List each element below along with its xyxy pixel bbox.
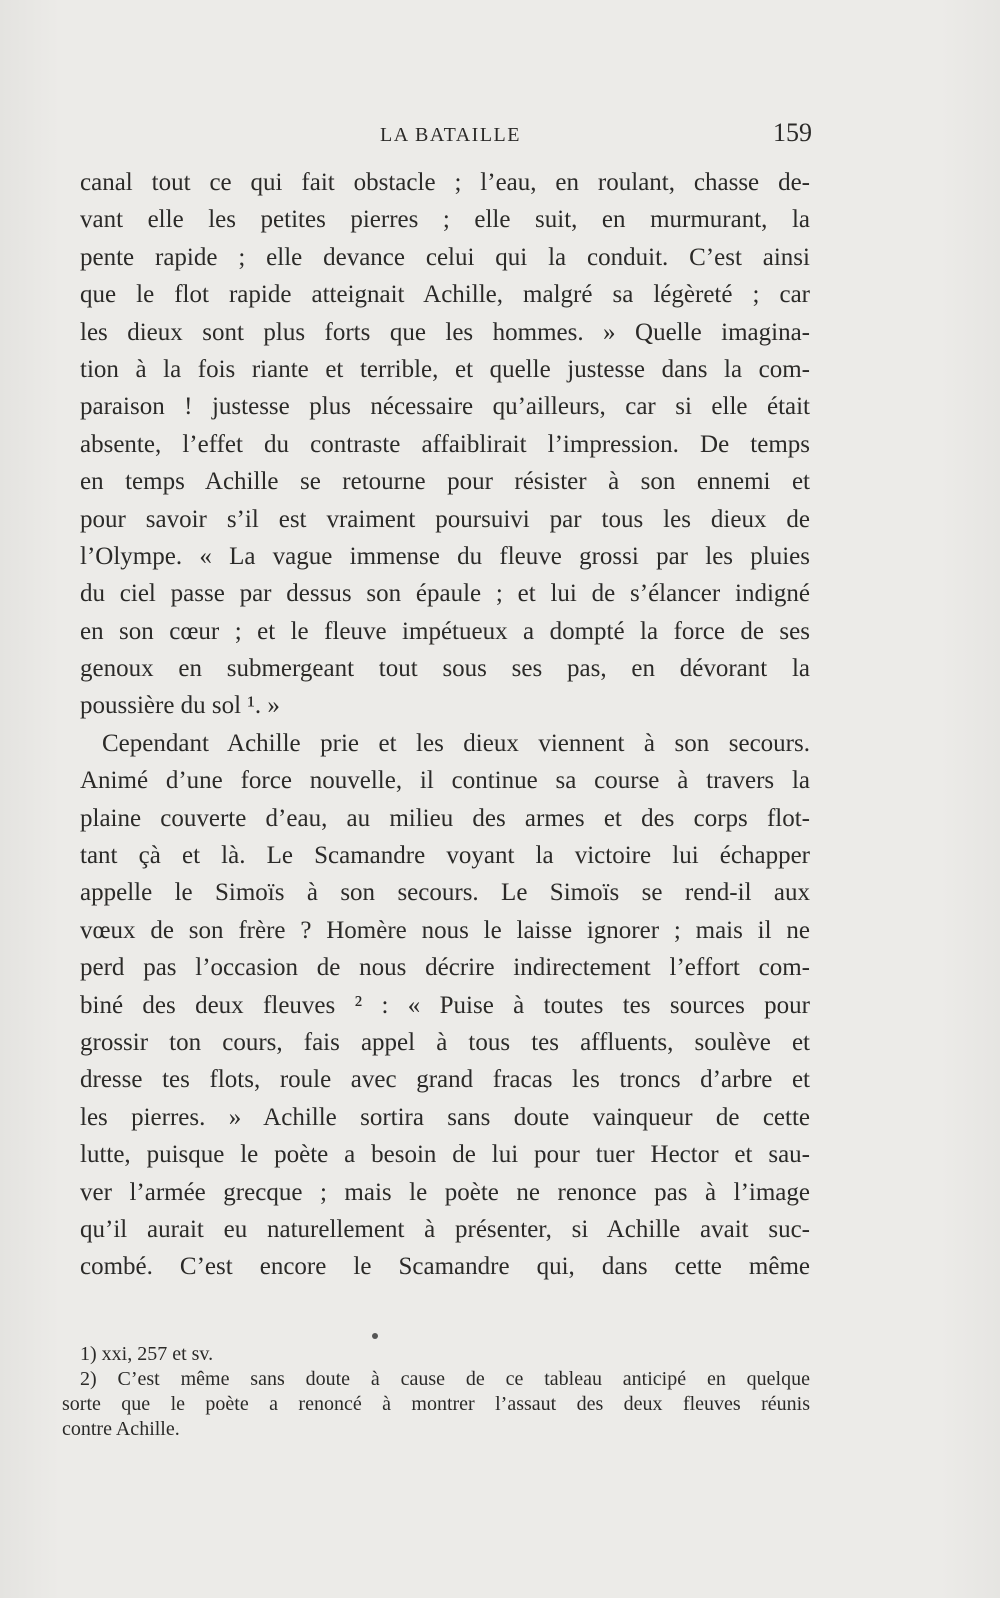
text-line: vœux de son frère ? Homère nous le laisse ignorer ; mais il ne: [80, 916, 810, 944]
paragraph-start-line: Cependant Achille prie et les dieux viennent à son secours.: [102, 729, 810, 757]
footnote-line: 2) C’est même sans doute à cause de ce tableau anticipé en quelque: [80, 1368, 810, 1390]
text-line: du ciel passe par dessus son épaule ; et lui de s’élancer indigné: [80, 580, 810, 608]
text-line: lutte, puisque le poète a besoin de lui pour tuer Hector et sau-: [80, 1141, 810, 1169]
page-number: 159: [773, 118, 812, 147]
text-line: grossir ton cours, fais appel à tous tes affluents, soulève et: [80, 1028, 810, 1056]
text-line: combé. C’est encore le Scamandre qui, dans cette même: [80, 1253, 810, 1281]
text-line: les dieux sont plus forts que les hommes. » Quelle imagina-: [80, 318, 810, 346]
main-text: [80, 164, 810, 1286]
text-line: dresse tes flots, roule avec grand fracas les troncs d’arbre et: [80, 1066, 810, 1094]
text-line: qu’il aurait eu naturellement à présenter, si Achille avait suc-: [80, 1215, 810, 1243]
text-line: Animé d’une force nouvelle, il continue sa course à travers la: [80, 767, 810, 795]
text-line: en son cœur ; et le fleuve impétueux a dompté la force de ses: [80, 617, 810, 645]
text-line: vant elle les petites pierres ; elle suit, en murmurant, la: [80, 206, 810, 234]
text-line: canal tout ce qui fait obstacle ; l’eau, en roulant, chasse de-: [80, 169, 810, 196]
text-line: appelle le Simoïs à son secours. Le Simoïs se rend-il aux: [80, 879, 810, 907]
text-line: absente, l’effet du contraste affaiblirait l’impression. De temps: [80, 430, 810, 458]
text-line: biné des deux fleuves ² : « Puise à toutes tes sources pour: [80, 991, 810, 1019]
running-title: LA BATAILLE: [380, 124, 521, 146]
footnotes: [62, 1342, 810, 1442]
footnote-line: 1) xxi, 257 et sv.: [80, 1343, 214, 1365]
footnote-line: sorte que le poète a renoncé à montrer l’assaut des deux fleuves réunis: [62, 1393, 810, 1415]
text-line: l’Olympe. « La vague immense du fleuve grossi par les pluies: [80, 542, 810, 570]
footnote-line: contre Achille.: [62, 1418, 180, 1440]
text-line: tion à la fois riante et terrible, et quelle justesse dans la com-: [80, 355, 810, 383]
text-line: poussière du sol ¹. »: [80, 692, 280, 720]
text-line: pour savoir s’il est vraiment poursuivi par tous les dieux de: [80, 505, 810, 533]
text-line: plaine couverte d’eau, au milieu des armes et des corps flot-: [80, 804, 810, 832]
text-line: que le flot rapide atteignait Achille, malgré sa légèreté ; car: [80, 281, 810, 309]
text-line: perd pas l’occasion de nous décrire indirectement l’effort com-: [80, 954, 810, 982]
text-line: ver l’armée grecque ; mais le poète ne renonce pas à l’image: [80, 1178, 810, 1206]
separator-mark: [372, 1333, 378, 1339]
text-line: pente rapide ; elle devance celui qui la conduit. C’est ainsi: [80, 243, 810, 271]
text-line: les pierres. » Achille sortira sans doute vainqueur de cette: [80, 1103, 810, 1131]
text-line: tant çà et là. Le Scamandre voyant la victoire lui échapper: [80, 842, 810, 870]
text-line: paraison ! justesse plus nécessaire qu’ailleurs, car si elle était: [80, 393, 810, 421]
text-line: en temps Achille se retourne pour résister à son ennemi et: [80, 468, 810, 496]
text-line: genoux en submergeant tout sous ses pas, en dévorant la: [80, 655, 810, 683]
